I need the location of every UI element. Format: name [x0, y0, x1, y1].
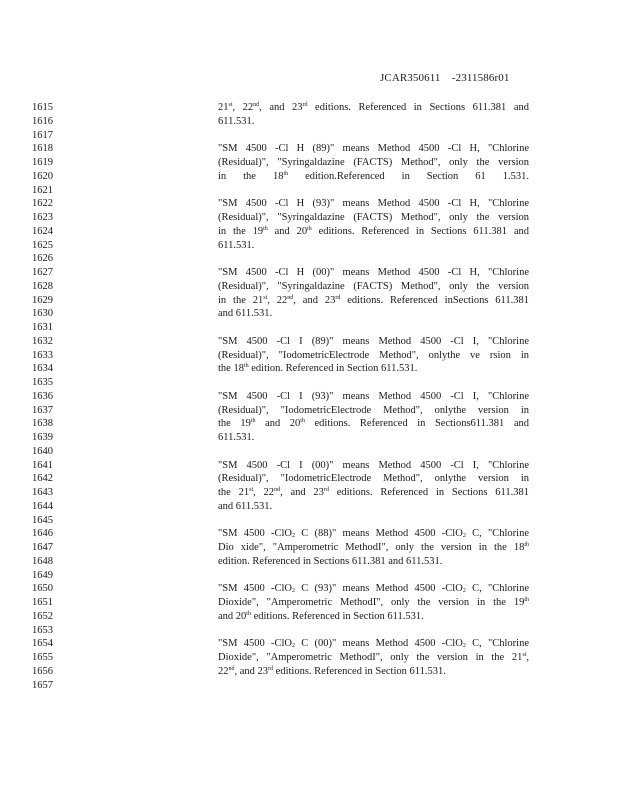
- line-number: 1642: [32, 473, 53, 485]
- superscript: st: [522, 652, 527, 658]
- text-run: 22: [218, 665, 229, 677]
- line-number: 1622: [32, 198, 53, 210]
- text-run: "SM 4500 -ClO: [218, 528, 292, 540]
- line-number: 1623: [32, 212, 53, 223]
- line-number: 1617: [32, 129, 53, 141]
- text-run: , and 23: [280, 487, 324, 498]
- superscript: rd: [302, 102, 308, 108]
- text-run: , and 23: [259, 102, 303, 113]
- text-line: [218, 280, 529, 294]
- text-run: and 20: [218, 610, 247, 622]
- text-line: [218, 142, 529, 156]
- text-run: (Residual)", "IodometricElectrode Method", onlythe version in: [218, 473, 529, 485]
- text-run: 611.531.: [218, 115, 255, 127]
- text-run: , and 23: [234, 665, 269, 677]
- text-run: editions. Referenced in Sections 611.381: [328, 487, 530, 498]
- text-run: Dioxide", "Amperometric MethodI", only the version in the 19: [218, 597, 525, 608]
- line-number: 1647: [32, 542, 53, 553]
- text-run: C, "Chlorine: [465, 638, 529, 650]
- text-line: [218, 431, 529, 445]
- blank-line: [218, 679, 529, 693]
- line-number: 1657: [32, 679, 53, 691]
- text-run: editions. Referenced in Section 611.531.: [250, 610, 424, 622]
- line-number: 1635: [32, 377, 53, 388]
- line-number: 1616: [32, 115, 53, 127]
- line-number: 1636: [32, 390, 53, 402]
- line-number: 1615: [32, 102, 53, 113]
- text-run: edition.Referenced in Section 61 1.531.: [288, 170, 530, 182]
- line-number: 1627: [32, 267, 53, 278]
- document-body: [218, 101, 529, 692]
- text-line: [218, 541, 529, 555]
- subscript: 2: [291, 588, 295, 595]
- text-line: [218, 349, 529, 363]
- line-number: 1619: [32, 157, 53, 168]
- text-run: "SM 4500 -Cl I (93)" means Method 4500 -Cl I, "Chlorine: [218, 390, 529, 402]
- line-number: 1650: [32, 583, 53, 595]
- text-run: "SM 4500 -ClO: [218, 638, 292, 650]
- superscript: th: [246, 610, 251, 617]
- text-line: [218, 362, 529, 376]
- subscript: 2: [462, 533, 466, 540]
- text-run: "SM 4500 -Cl H (00)" means Method 4500 -Cl H, "Chlorine: [218, 267, 529, 278]
- text-run: "SM 4500 -ClO: [218, 583, 292, 595]
- line-number: 1629: [32, 294, 53, 306]
- text-line: [218, 335, 529, 349]
- superscript: th: [300, 418, 305, 425]
- superscript: nd: [274, 487, 281, 493]
- text-run: , 22: [267, 294, 288, 306]
- text-run: C (00)" means Method 4500 -ClO: [294, 638, 463, 650]
- line-number: 1655: [32, 652, 53, 663]
- line-number: 1633: [32, 349, 53, 361]
- text-line: [218, 582, 529, 596]
- text-line: [218, 527, 529, 541]
- blank-line: [218, 252, 529, 266]
- text-run: editions. Referenced in Sections 611.381 and: [311, 225, 529, 237]
- subscript: 2: [291, 533, 295, 540]
- text-run: edition. Referenced in Sections 611.381 and 611.531.: [218, 555, 443, 567]
- text-line: [218, 390, 529, 404]
- document-id: JCAR350611: [380, 72, 441, 84]
- text-line: [218, 197, 529, 211]
- line-number: 1656: [32, 665, 53, 677]
- text-run: Dioxide", "Amperometric MethodI", only the version in the 21: [218, 652, 523, 663]
- line-number: 1653: [32, 624, 53, 636]
- superscript: th: [243, 363, 249, 370]
- text-run: in the 19: [218, 225, 264, 237]
- line-number: 1648: [32, 555, 53, 567]
- line-number: 1624: [32, 225, 53, 237]
- text-run: (Residual)", "Syringaldazine (FACTS) Method", only the version: [218, 280, 529, 292]
- text-run: Dio xide", "Amperometric MethodI", only the version in the 18: [218, 542, 525, 553]
- text-line: [218, 156, 529, 170]
- superscript: st: [263, 294, 268, 301]
- blank-line: [218, 514, 529, 528]
- text-run: editions. Referenced in Sections611.381 and: [304, 418, 529, 430]
- text-line: [218, 486, 529, 500]
- line-number: 1637: [32, 404, 53, 416]
- line-number: 1632: [32, 335, 53, 347]
- line-number: 1620: [32, 170, 53, 182]
- subscript: 2: [462, 643, 466, 650]
- text-line: [218, 225, 529, 239]
- line-number: 1618: [32, 143, 53, 155]
- text-line: [218, 266, 529, 280]
- subscript: 2: [291, 643, 295, 650]
- text-line: [218, 417, 529, 431]
- line-number-gutter: [32, 101, 72, 692]
- text-run: and 20: [255, 418, 301, 430]
- text-run: , and 23: [293, 294, 336, 306]
- line-number: 1651: [32, 597, 53, 608]
- line-number: 1645: [32, 514, 53, 526]
- text-run: 611.531.: [218, 239, 255, 251]
- line-number: 1628: [32, 280, 53, 292]
- text-line: [218, 211, 529, 225]
- line-number: 1641: [32, 459, 53, 471]
- line-number: 1646: [32, 528, 53, 540]
- line-number: 1644: [32, 500, 53, 512]
- line-number: 1634: [32, 363, 53, 375]
- superscript: st: [228, 102, 233, 108]
- superscript: th: [307, 225, 312, 232]
- line-number: 1643: [32, 487, 53, 498]
- subscript: 2: [462, 588, 466, 595]
- text-run: the 19: [218, 418, 251, 430]
- blank-line: [218, 129, 529, 143]
- text-line: [218, 555, 529, 569]
- line-number: 1625: [32, 239, 53, 251]
- line-number: 1638: [32, 418, 53, 430]
- superscript: rd: [335, 294, 341, 301]
- superscript: th: [263, 225, 268, 232]
- blank-line: [218, 184, 529, 198]
- blank-line: [218, 569, 529, 583]
- line-number: 1649: [32, 569, 53, 581]
- document-revision: -2311586r01: [451, 72, 510, 84]
- text-run: (Residual)", "IodometricElectrode Method", onlythe version in: [218, 404, 529, 416]
- text-line: [218, 115, 529, 129]
- text-run: and 20: [267, 225, 308, 237]
- text-run: "SM 4500 -Cl I (89)" means Method 4500 -Cl I, "Chlorine: [218, 335, 529, 347]
- blank-line: [218, 624, 529, 638]
- text-line: [218, 404, 529, 418]
- text-line: [218, 651, 529, 665]
- text-run: C, "Chlorine: [465, 583, 529, 595]
- text-run: 611.531.: [218, 432, 255, 443]
- superscript: rd: [268, 665, 274, 672]
- text-run: C, "Chlorine: [465, 528, 529, 540]
- text-line: [218, 610, 529, 624]
- text-line: [218, 101, 529, 115]
- text-run: and 611.531.: [218, 308, 273, 320]
- superscript: th: [524, 542, 529, 548]
- text-run: editions. Referenced inSections 611.381: [340, 294, 530, 306]
- line-number: 1652: [32, 610, 53, 622]
- text-run: "SM 4500 -Cl H (89)" means Method 4500 -Cl H, "Chlorine: [218, 143, 529, 155]
- text-run: , 22: [253, 487, 275, 498]
- line-number: 1630: [32, 308, 53, 320]
- text-line: [218, 665, 529, 679]
- text-line: [218, 170, 529, 184]
- text-run: the 18: [218, 363, 244, 375]
- text-line: [218, 459, 529, 473]
- text-run: C (88)" means Method 4500 -ClO: [294, 528, 463, 540]
- superscript: th: [250, 418, 256, 425]
- text-run: and 611.531.: [218, 500, 273, 512]
- text-run: (Residual)", "IodometricElectrode Method", onlythe ve rsion in: [218, 349, 529, 361]
- superscript: nd: [287, 294, 294, 301]
- line-number: 1640: [32, 445, 53, 457]
- text-run: C (93)" means Method 4500 -ClO: [294, 583, 463, 595]
- superscript: nd: [253, 102, 260, 108]
- text-run: 21: [218, 102, 229, 113]
- text-run: (Residual)", "Syringaldazine (FACTS) Method", only the version: [218, 157, 529, 168]
- superscript: st: [249, 487, 254, 493]
- superscript: rd: [323, 487, 329, 493]
- text-line: [218, 239, 529, 253]
- blank-line: [218, 445, 529, 459]
- text-line: [218, 500, 529, 514]
- text-run: editions. Referenced in Section 611.531.: [273, 665, 446, 677]
- blank-line: [218, 321, 529, 335]
- text-line: [218, 637, 529, 651]
- text-run: editions. Referenced in Sections 611.381 and: [307, 102, 529, 113]
- text-line: [218, 294, 529, 308]
- text-run: ,: [526, 652, 529, 663]
- line-number: 1654: [32, 638, 53, 650]
- line-number: 1631: [32, 322, 53, 333]
- line-number: 1639: [32, 432, 53, 443]
- text-line: [218, 307, 529, 321]
- text-run: in the 21: [218, 294, 264, 306]
- text-run: "SM 4500 -Cl I (00)" means Method 4500 -Cl I, "Chlorine: [218, 459, 529, 471]
- text-run: "SM 4500 -Cl H (93)" means Method 4500 -Cl H, "Chlorine: [218, 198, 529, 210]
- text-line: [218, 596, 529, 610]
- document-header: [380, 72, 509, 84]
- superscript: th: [283, 170, 289, 177]
- text-run: (Residual)", "Syringaldazine (FACTS) Method", only the version: [218, 212, 529, 223]
- text-run: , 22: [232, 102, 254, 113]
- text-run: edition. Referenced in Section 611.531.: [248, 363, 418, 375]
- text-line: [218, 472, 529, 486]
- superscript: th: [524, 597, 529, 603]
- blank-line: [218, 376, 529, 390]
- line-number: 1621: [32, 184, 53, 196]
- text-run: in the 18: [218, 170, 284, 182]
- text-run: the 21: [218, 487, 250, 498]
- superscript: nd: [228, 665, 235, 672]
- line-number: 1626: [32, 253, 53, 265]
